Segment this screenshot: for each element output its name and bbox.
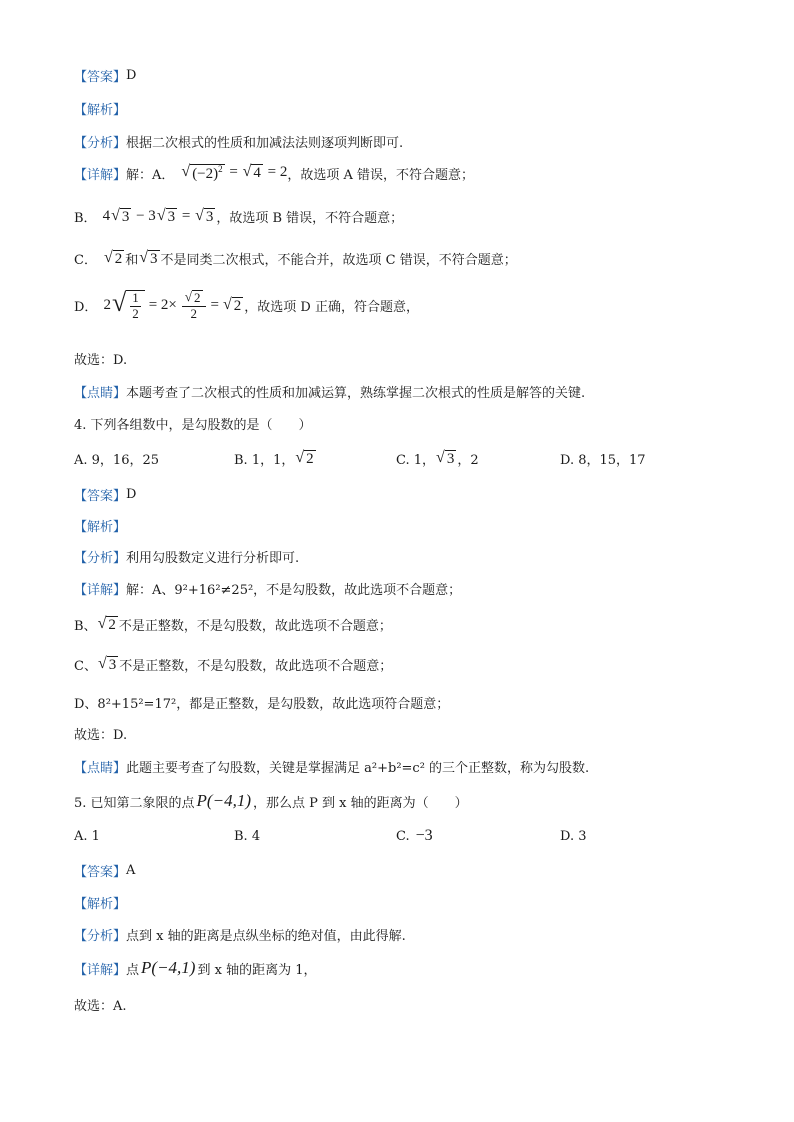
detail-label: 【详解】 bbox=[74, 168, 127, 183]
q4-detail-line bbox=[74, 579, 461, 598]
q3-answer: D bbox=[126, 68, 137, 83]
q4-c-line: C、 √ 3 不是正整数，不是勾股数，故此选项不合题意； bbox=[74, 654, 393, 674]
q3-d-expression: 2 √ $\frac{1}{2}$ = 2× √ 2 2 = √ 2 bbox=[103, 288, 242, 321]
detail-label: 【详解】 bbox=[74, 962, 127, 978]
detail-label: 【详解】 bbox=[74, 583, 127, 598]
q3-fenxi-line bbox=[74, 132, 403, 151]
q4-comment: 此题主要考查了勾股数，关键是掌握满足 a²+b²=c² 的三个正整数，称为勾股数. bbox=[126, 761, 590, 776]
q4-option-b: B. 1，1， √ 2 bbox=[234, 448, 314, 468]
q3-choose-line bbox=[74, 349, 127, 368]
q3-detail-b-line bbox=[74, 207, 403, 226]
q3-b-prefix: B． bbox=[74, 211, 97, 226]
fenxi-label: 【分析】 bbox=[74, 551, 127, 566]
q3-fenxi-text: 根据二次根式的性质和加减法法则逐项判断即可. bbox=[126, 136, 404, 151]
q3-a-eq1: = bbox=[229, 164, 238, 181]
comment-label: 【点睛】 bbox=[74, 761, 127, 776]
fenxi-label: 【分析】 bbox=[74, 136, 127, 151]
q5-detail-point: P(−4,1) bbox=[141, 958, 196, 977]
q3-analysis-line bbox=[74, 99, 126, 118]
q5-option-c: C. −3 bbox=[396, 827, 433, 844]
q5-fenxi-line bbox=[74, 925, 406, 944]
analysis-label: 【解析】 bbox=[74, 103, 127, 118]
q3-c-text: 不是同类二次根式，不能合并，故选项 C 错误，不符合题意； bbox=[160, 253, 517, 268]
q5-detail-line: 【详解】 点 P(−4,1) 到 x 轴的距离为 1， bbox=[74, 958, 317, 978]
q3-d-text: ，故选项 D 正确，符合题意， bbox=[244, 300, 419, 316]
q4-option-d: D. 8，15，17 bbox=[560, 453, 646, 468]
comment-label: 【点睛】 bbox=[74, 386, 127, 401]
q3-a-text: ，故选项 A 错误，不符合题意； bbox=[287, 168, 475, 183]
q4-option-c: C. 1， √ 3 ，2 bbox=[396, 448, 479, 468]
q4-comment-line bbox=[74, 757, 589, 776]
q5-option-a: A. 1 bbox=[74, 829, 100, 844]
q4-fenxi-line bbox=[74, 547, 299, 566]
answer-label: 【答案】 bbox=[74, 70, 127, 85]
q3-a-eq2: = 2 bbox=[267, 164, 288, 181]
answer-label: 【答案】 bbox=[74, 489, 127, 504]
q3-choose: 故选：D. bbox=[74, 353, 128, 368]
q3-c-expr1: √ 2 bbox=[103, 248, 123, 267]
q3-a-sqrt4: 4 bbox=[253, 165, 261, 182]
q5-analysis-line bbox=[74, 893, 126, 912]
q4-option-a: A. 9，16，25 bbox=[74, 453, 160, 468]
q4-detail: 解：A、9²+16²≠25²，不是勾股数，故此选项不合题意； bbox=[126, 583, 462, 598]
q4-choose-line: 故选：D. bbox=[74, 728, 128, 743]
q3-c-and: 和 bbox=[125, 253, 139, 268]
q4-fenxi: 利用勾股数定义进行分析即可. bbox=[126, 551, 300, 566]
q5-answer-line bbox=[74, 861, 135, 880]
q4-stem: 4. 下列各组数中，是勾股数的是（ ） bbox=[74, 418, 312, 433]
q3-answer-line bbox=[74, 66, 136, 85]
q3-comment: 本题考查了二次根式的性质和加减运算，熟练掌握二次根式的性质是解答的关键. bbox=[126, 386, 586, 401]
q5-point: P(−4,1) bbox=[196, 791, 251, 810]
q3-detail-a-line bbox=[74, 164, 474, 183]
q3-comment-line bbox=[74, 382, 585, 401]
analysis-label: 【解析】 bbox=[74, 520, 127, 535]
q5-option-d: D. 3 bbox=[560, 829, 587, 844]
q4-d-line: D、8²+15²=17²，都是正整数，是勾股数，故此选项符合题意； bbox=[74, 697, 450, 712]
q5-fenxi: 点到 x 轴的距离是点纵坐标的绝对值，由此得解. bbox=[126, 929, 406, 944]
q5-stem: 5. 已知第二象限的点 P(−4,1) ，那么点 P 到 x 轴的距离为（ ） bbox=[74, 791, 468, 811]
q3-c-prefix: C． bbox=[74, 253, 97, 268]
q3-b-expression: 4 √ 3 − 3 √ 3 = √ 3 bbox=[102, 206, 214, 225]
q3-detail-prefix: 解：A． bbox=[126, 168, 175, 183]
analysis-label: 【解析】 bbox=[74, 897, 127, 912]
fenxi-label: 【分析】 bbox=[74, 929, 127, 944]
q3-b-text: ，故选项 B 错误，不符合题意； bbox=[216, 211, 404, 226]
q5-answer: A bbox=[126, 863, 136, 878]
q4-analysis-line bbox=[74, 516, 126, 535]
q4-answer: D bbox=[126, 487, 137, 502]
q4-answer-line bbox=[74, 485, 136, 504]
q3-a-expression: √ $(-2)^2$ = √ 4 = 2 bbox=[181, 163, 288, 183]
answer-label: 【答案】 bbox=[74, 865, 127, 880]
q4-b-line: B、 √ 2 不是正整数，不是勾股数，故此选项不合题意； bbox=[74, 614, 392, 634]
q3-a-exp: 2 bbox=[218, 164, 223, 175]
q3-d-prefix: D． bbox=[74, 300, 98, 316]
q3-a-inner: (−2) bbox=[192, 166, 219, 183]
q3-detail-c-line bbox=[74, 249, 517, 268]
q3-c-expr2: √ 3 bbox=[139, 248, 158, 267]
q3-detail-d-line bbox=[74, 290, 419, 322]
q5-option-b: B. 4 bbox=[234, 829, 261, 844]
q5-choose-line: 故选：A. bbox=[74, 999, 127, 1014]
